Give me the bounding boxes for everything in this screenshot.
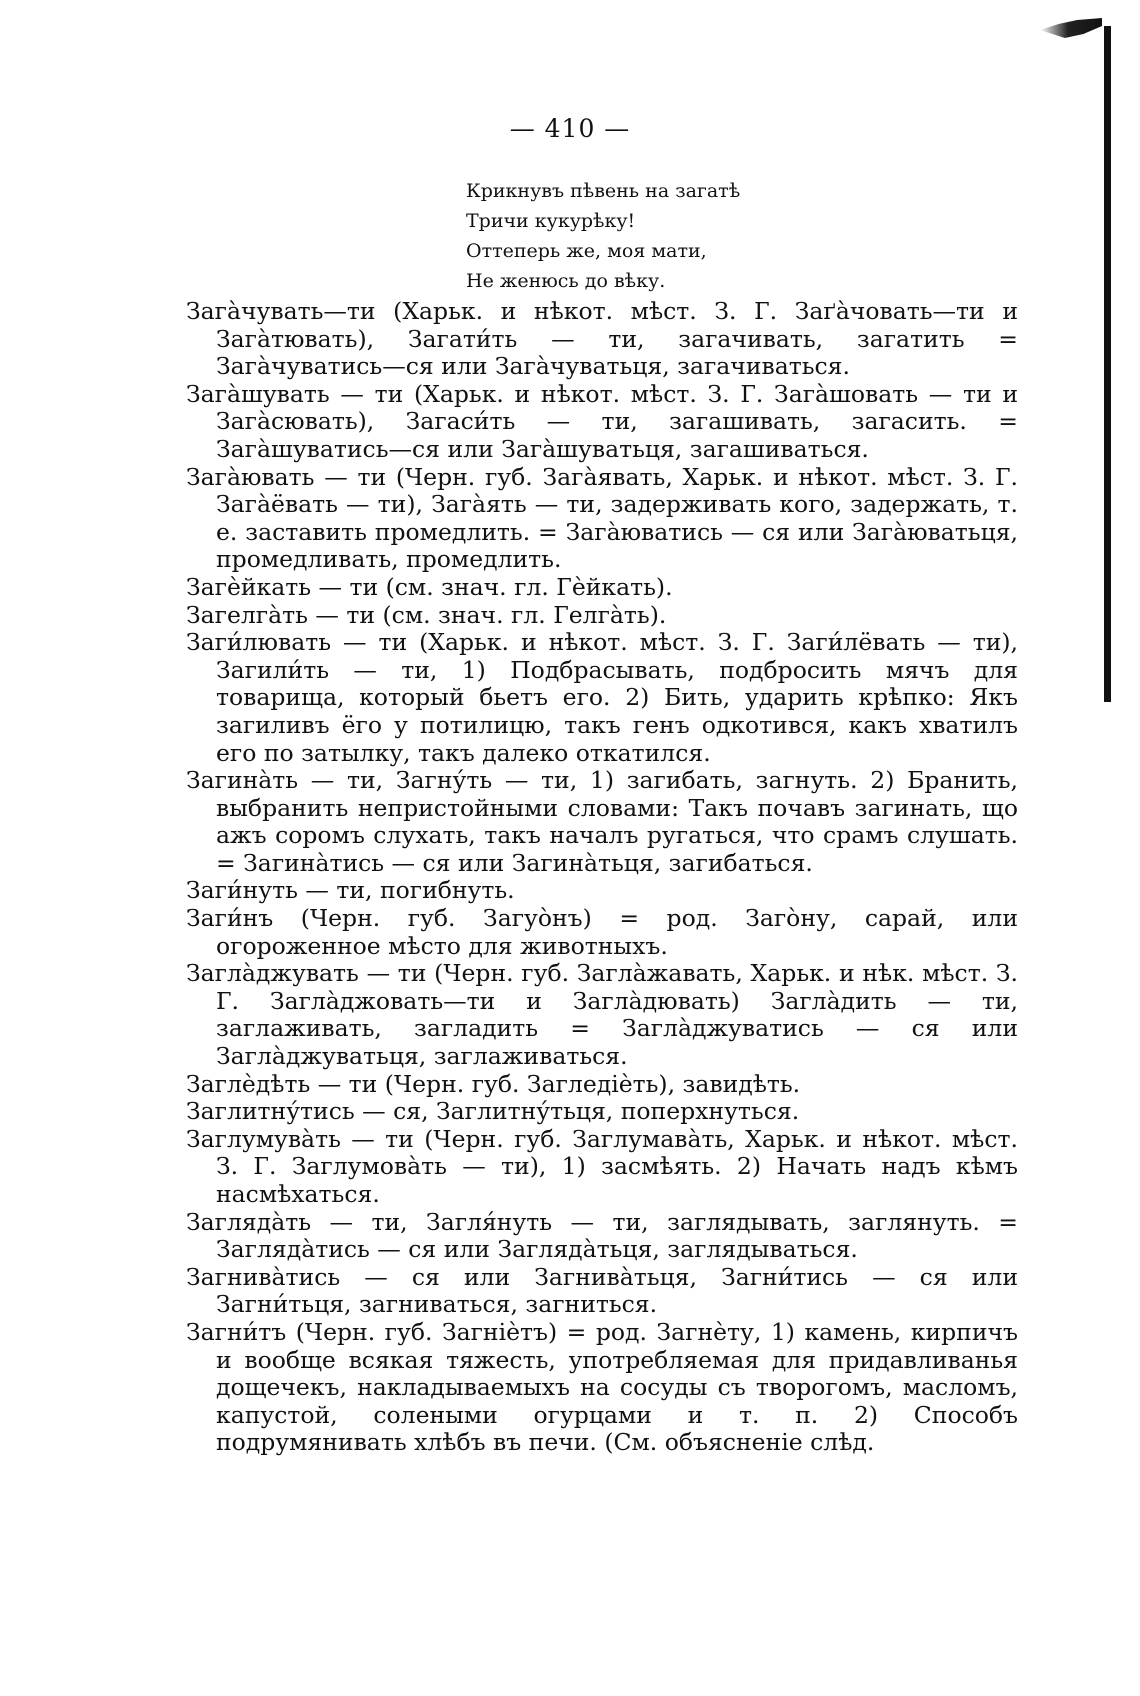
dictionary-entry: Заглядàть — ти, Загля́нуть — ти, заглядывать, заглянуть. = Заглядàтись — ся или Заглядàтьця, заглядываться.: [186, 1207, 1018, 1264]
dictionary-entry: Загинàть — ти, Загну́ть — ти, 1) загибать, загнуть. 2) Бранить, выбранить непристойными словами: Такъ почавъ загинать, що ажъ соромъ слухать, такъ началъ ругаться, что срамъ слушать. = Загинàтись — ся или Загинàтьця, загибаться.: [186, 766, 1018, 877]
scan-edge-smudge: [1040, 18, 1102, 38]
dictionary-entry: Загàчувать—ти (Харьк. и нѣкот. мѣст. З. Г. Заґàчовать—ти и Загàтювать), Загати́ть — ти, загачивать, загатить = Загàчуватись—ся или Загàчуватьця, загачиваться.: [186, 297, 1018, 381]
page-number: — 410 —: [509, 114, 631, 143]
dictionary-entry: Заги́лювать — ти (Харьк. и нѣкот. мѣст. З. Г. Заги́лёвать — ти), Загили́ть — ти, 1) Подбрасывать, подбросить мячъ для товарища, который бьетъ его. 2) Бить, ударить крѣпко: Якъ загиливъ ёго у потилицю, такъ генъ одкотився, какъ хватилъ его по затылку, такъ далеко откатился.: [186, 628, 1018, 767]
dictionary-entry: Заглумувàть — ти (Черн. губ. Заглумавàть, Харьк. и нѣкот. мѣст. З. Г. Заглумовàть — ти), 1) засмѣять. 2) Начать надъ кѣмъ насмѣхаться.: [186, 1124, 1018, 1208]
dictionary-entry: Загàювать — ти (Черн. губ. Загàявать, Харьк. и нѣкот. мѣст. З. Г. Загàёвать — ти), Загàять — ти, задерживать кого, задержать, т. е. заставить промедлить. = Загàюватись — ся или Загàюватьця, промедливать, промедлить.: [186, 462, 1018, 574]
dictionary-entry: Заги́нуть — ти, погибнуть.: [186, 876, 515, 905]
verse-quote: [466, 176, 740, 296]
dictionary-entry: Загàшувать — ти (Харьк. и нѣкот. мѣст. З. Г. Загàшовать — ти и Загàсювать), Загаси́ть — ти, загашивать, загасить. = Загàшуватись—ся или Загàшуватьця, загашиваться.: [186, 379, 1018, 463]
verse-line: Не женюсь до вѣку.: [466, 270, 666, 292]
verse-line: Оттеперь же, моя мати,: [466, 240, 707, 262]
dictionary-entry: Заги́нъ (Черн. губ. Загуо̀нъ) = род. Загòну, сарай, или огороженное мѣсто для животныхъ.: [186, 904, 1018, 960]
dictionary-entry: Загѐйкать — ти (см. знач. гл. Гѐйкать).: [186, 572, 673, 601]
verse-line: Тричи кукурѣку!: [466, 210, 636, 232]
dictionary-entry: Заглàджувать — ти (Черн. губ. Заглàжавать, Харьк. и нѣк. мѣст. З. Г. Заглàджовать—ти и Заглàдювать) Заглàдить — ти, заглаживать, загладить = Заглàджуватись — ся или Заглàджуватьця, заглаживаться.: [186, 959, 1018, 1071]
verse-line: Крикнувъ пѣвень на загатѣ: [466, 180, 741, 202]
dictionary-entry: Заглѐдѣть — ти (Черн. губ. Загледiѐть), завидѣть.: [186, 1069, 801, 1098]
dictionary-entry: Загелгàть — ти (см. знач. гл. Гелгàть).: [186, 600, 667, 629]
dictionary-entry: Загни́тъ (Черн. губ. Загнiѐтъ) = род. Загнѐту, 1) камень, кирпичъ и вообще всякая тяжесть, употребляемая для придавливанья дощечекъ, накладываемыхъ на сосуды съ творогомъ, масломъ, капустой, солеными огурцами и т. п. 2) Способъ подрумянивать хлѣбъ въ печи. (См. объясненiе слѣд.: [186, 1317, 1018, 1457]
dictionary-entries: [186, 298, 1018, 1457]
dictionary-entry: Загнивàтись — ся или Загнивàтьця, Загни́тись — ся или Загни́тьця, загниваться, загниться.: [186, 1262, 1018, 1319]
dictionary-entry: Заглитну́тись — ся, Заглитну́тьця, поперхнуться.: [186, 1097, 800, 1126]
